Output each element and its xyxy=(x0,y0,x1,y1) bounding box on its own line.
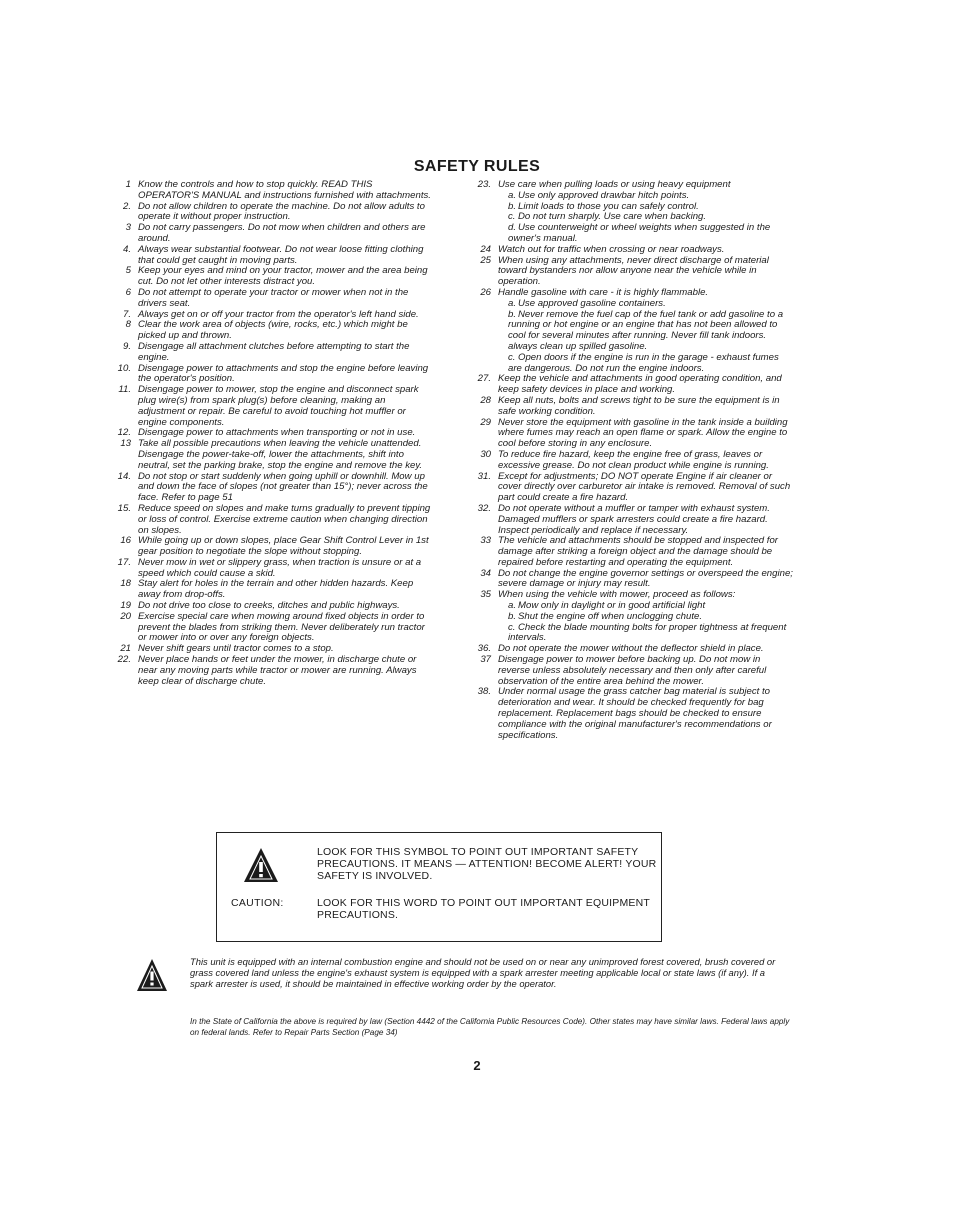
safety-symbol-box xyxy=(216,832,662,942)
subitem-text: Shut the engine off when unclogging chute. xyxy=(518,610,703,622)
rule-number: 14. xyxy=(117,470,131,482)
california-footnote: In the State of California the above is required by law (Section 4442 of the California Public Resources Code). Other states may have similar laws. Federal laws apply on federal lands. Refer to Repair Parts Section (Page 34) xyxy=(190,1017,790,1037)
rule-text: Handle gasoline with care - it is highly flammable. xyxy=(498,286,709,298)
subitem-letter: c. xyxy=(508,211,516,223)
rule-text: Know the controls and how to stop quickly. READ THIS OPERATOR'S MANUAL and instructions furnished with attachments. xyxy=(138,179,431,201)
safety-rule-item xyxy=(476,418,794,450)
rule-text: To reduce fire hazard, keep the engine free of grass, leaves or excessive grease. Do not clean product while engine is running. xyxy=(498,448,769,471)
rule-number: 4. xyxy=(122,243,131,255)
rule-text: Clear the work area of objects (wire, rocks, etc.) which might be picked up and thrown. xyxy=(138,319,408,342)
rule-number: 24 xyxy=(480,243,491,255)
safety-rule-item xyxy=(116,385,434,428)
rule-number: 36. xyxy=(477,643,491,655)
rule-text: Do not change the engine governor settings or overspeed the engine; severe damage or injury may result. xyxy=(498,567,793,590)
rule-number: 12. xyxy=(117,427,131,439)
rule-number: 8 xyxy=(125,319,131,331)
subitem-text: Use counterweight or wheel weights when suggested in the owner's manual. xyxy=(508,222,771,244)
rule-text: Keep your eyes and mind on your tractor, mower and the area being cut. Do not let other interests distract you. xyxy=(138,265,428,288)
rule-number: 2. xyxy=(122,200,131,212)
rule-number: 3 xyxy=(125,222,131,234)
rule-number: 22. xyxy=(117,654,131,666)
safety-rule-item xyxy=(116,320,434,342)
subitem-text: Mow only in daylight or in good artificial light xyxy=(518,600,706,612)
safety-rule-item xyxy=(116,558,434,580)
rule-text: When using any attachments, never direct discharge of material toward bystanders nor allow anyone near the vehicle while in operation. xyxy=(498,254,769,288)
rule-number: 28 xyxy=(480,394,491,406)
rule-number: 10. xyxy=(117,362,131,374)
safety-rule-item xyxy=(116,364,434,386)
subitem-letter: c. xyxy=(508,351,516,363)
rule-text: Never mow in wet or slippery grass, when traction is unsure or at a speed which could cause a skid. xyxy=(138,556,422,579)
rule-number: 35 xyxy=(480,589,491,601)
rule-subitem xyxy=(476,310,794,353)
rule-number: 38. xyxy=(477,686,491,698)
rule-text: Do not allow children to operate the machine. Do not allow adults to operate it without proper instruction. xyxy=(138,200,425,223)
safety-rule-item xyxy=(476,569,794,591)
safety-rule-item xyxy=(116,655,434,687)
rule-text: Do not drive too close to creeks, ditches and public highways. xyxy=(138,600,400,612)
rule-text: Always wear substantial footwear. Do not wear loose fitting clothing that could get caught in moving parts. xyxy=(138,243,424,266)
safety-rule-item xyxy=(116,536,434,558)
rule-number: 11. xyxy=(118,384,131,396)
rule-text: Never store the equipment with gasoline in the tank inside a building where fumes may reach an open flame or spark. Allow the engine to cool before storing in any enclosure. xyxy=(498,416,788,450)
subitem-text: Use approved gasoline containers. xyxy=(518,297,666,309)
rule-number: 26 xyxy=(480,286,491,298)
rule-text: Do not carry passengers. Do not mow when children and others are around. xyxy=(138,222,426,244)
rule-subitem xyxy=(476,623,794,645)
rule-number: 29 xyxy=(480,416,491,428)
safety-rule-item xyxy=(476,180,794,245)
rule-number: 32. xyxy=(477,502,491,514)
rule-text: Keep the vehicle and attachments in good operating condition, and keep safety devices in place and working. xyxy=(498,373,782,396)
warning-triangle-icon xyxy=(243,847,279,883)
safety-rule-item xyxy=(116,180,434,202)
rule-text: Use care when pulling loads or using heavy equipment xyxy=(498,179,731,190)
safety-rule-item xyxy=(476,590,794,644)
subitem-letter: a. xyxy=(508,600,517,612)
caution-label: CAUTION: xyxy=(231,897,284,909)
safety-rule-item xyxy=(476,536,794,568)
subitem-text: Check the blade mounting bolts for proper tightness at frequent intervals. xyxy=(508,621,787,644)
safety-rule-item xyxy=(116,288,434,310)
caution-explanation: LOOK FOR THIS WORD TO POINT OUT IMPORTANT EQUIPMENT PRECAUTIONS. xyxy=(317,897,650,921)
rule-number: 15. xyxy=(117,502,131,514)
rule-text: Stay alert for holes in the terrain and other hidden hazards. Keep away from drop-offs. xyxy=(138,578,414,601)
page-title: SAFETY RULES xyxy=(413,158,541,175)
subitem-letter: b. xyxy=(508,200,517,212)
rule-number: 1 xyxy=(125,179,131,190)
rule-text: Watch out for traffic when crossing or near roadways. xyxy=(498,243,725,255)
rule-number: 18 xyxy=(120,578,131,590)
rule-text: When using the vehicle with mower, proceed as follows: xyxy=(498,589,736,601)
rule-number: 20 xyxy=(120,610,131,622)
rule-text: Never shift gears until tractor comes to a stop. xyxy=(138,643,334,655)
safety-rule-item xyxy=(116,266,434,288)
rule-text: Do not stop or start suddenly when going uphill or downhill. Mow up and down the face of slopes (not greater than 15°); never across the face. Refer to page 51 xyxy=(138,470,428,504)
rule-number: 17. xyxy=(117,556,131,568)
safety-rule-item xyxy=(476,396,794,418)
safety-rule-item xyxy=(116,223,434,245)
safety-rule-item xyxy=(476,504,794,536)
rule-number: 34 xyxy=(480,567,491,579)
safety-rule-item xyxy=(116,245,434,267)
safety-rule-item xyxy=(476,256,794,288)
rule-text: Never place hands or feet under the mower, in discharge chute or near any moving parts while tractor or mower are running. Always keep clear of discharge chute. xyxy=(138,654,417,687)
safety-rule-item xyxy=(116,504,434,536)
rule-subitem xyxy=(476,353,794,375)
rule-number: 31. xyxy=(477,470,491,482)
rule-number: 13 xyxy=(120,438,131,450)
rule-text: Disengage power to mower, stop the engine and disconnect spark plug wire(s) from spark plug(s) before cleaning, making an adjustment or repair. Be careful to avoid touching hot muffler or engine components. xyxy=(138,384,419,428)
rule-text: Under normal usage the grass catcher bag material is subject to deterioration and wear. It should be checked frequently for bag replacement. Replacement bags should be checked to ensure compliance with the original manufacturer's recommendations or specifications. xyxy=(498,686,772,741)
safety-rule-item xyxy=(116,342,434,364)
rule-text: Except for adjustments; DO NOT operate Engine if air cleaner or cover directly over carburetor air intake is removed. Removal of such part could create a fire hazard. xyxy=(498,470,791,504)
safety-rule-item xyxy=(476,687,794,741)
subitem-letter: c. xyxy=(508,621,516,633)
rule-number: 33 xyxy=(480,535,491,547)
rule-text: Keep all nuts, bolts and screws tight to be sure the equipment is in safe working condition. xyxy=(498,394,780,417)
rule-text: Disengage power to attachments and stop the engine before leaving the operator's position. xyxy=(138,362,429,385)
rule-text: Exercise special care when mowing around fixed objects in order to prevent the blades from striking them. Never deliberately run tractor or mower into or over any foreign objects. xyxy=(138,610,425,644)
rule-text: Do not operate without a muffler or tamper with exhaust system. Damaged mufflers or spark arresters could create a fire hazard. Inspect periodically and replace if necessary. xyxy=(498,502,770,536)
safety-rule-item xyxy=(116,579,434,601)
safety-rule-item xyxy=(476,374,794,396)
rule-text: Always get on or off your tractor from the operator's left hand side. xyxy=(138,308,419,320)
rule-number: 25 xyxy=(480,254,491,266)
subitem-letter: b. xyxy=(508,308,517,320)
subitem-text: Open doors if the engine is run in the garage - exhaust fumes are dangerous. Do not run the engine indoors. xyxy=(508,351,779,374)
safety-rule-item xyxy=(116,612,434,644)
subitem-text: Limit loads to those you can safely control. xyxy=(518,200,699,212)
subitem-text: Never remove the fuel cap of the fuel tank or add gasoline to a running or hot engine or an engine that has not been allowed to cool for several minutes after running. Never fill tank indoors. always clean up spilled gasoline. xyxy=(508,308,784,352)
subitem-letter: a. xyxy=(508,189,517,201)
rule-text: Disengage all attachment clutches before attempting to start the engine. xyxy=(138,340,410,363)
rule-number: 16 xyxy=(120,535,131,547)
safety-rule-item xyxy=(476,655,794,687)
page-number: 2 xyxy=(473,1058,481,1073)
safety-symbol-explanation: LOOK FOR THIS SYMBOL TO POINT OUT IMPORTANT SAFETY PRECAUTIONS. IT MEANS — ATTENTION! BECOME ALERT! YOUR SAFETY IS INVOLVED. xyxy=(317,846,657,882)
warning-triangle-icon xyxy=(136,958,168,992)
safety-rule-item xyxy=(476,288,794,374)
rule-number: 19 xyxy=(120,600,131,612)
rule-text: Take all possible precautions when leaving the vehicle unattended. Disengage the power-take-off, lower the attachments, shift into neutral, set the parking brake, stop the engine and remove the key. xyxy=(138,438,423,471)
rule-text: Do not attempt to operate your tractor or mower when not in the drivers seat. xyxy=(138,286,409,309)
safety-rule-item xyxy=(116,439,434,471)
rule-text: Disengage power to mower before backing up. Do not mow in reverse unless absolutely necessary and then only after careful observation of the entire area behind the mower. xyxy=(498,654,767,687)
subitem-text: Use only approved drawbar hitch points. xyxy=(518,189,690,201)
rule-number: 37 xyxy=(480,654,491,666)
rule-text: Disengage power to attachments when transporting or not in use. xyxy=(138,427,416,439)
subitem-letter: d. xyxy=(508,222,517,234)
rule-number: 30 xyxy=(480,448,491,460)
spark-arrester-notice: This unit is equipped with an internal combustion engine and should not be used on or near any unimproved forest covered, brush covered or grass covered land unless the engine's exhaust system is equipped with a spark arrester meeting applicable local or state laws (if any). If a spark arrester is used, it should be maintained in effective working order by the operator. xyxy=(190,956,776,989)
safety-rule-item xyxy=(116,202,434,224)
rule-number: 9. xyxy=(122,340,131,352)
rule-text: Do not operate the mower without the deflector shield in place. xyxy=(498,643,764,655)
rule-subitem xyxy=(476,223,794,245)
rule-number: 7. xyxy=(122,308,131,320)
rule-text: Reduce speed on slopes and make turns gradually to prevent tipping or loss of control. Exercise extreme caution when changing direction on slopes. xyxy=(138,502,431,536)
rule-text: The vehicle and attachments should be stopped and inspected for damage after striking a foreign object and the damage should be repaired before restarting and operating the equipment. xyxy=(498,535,779,568)
safety-rule-item xyxy=(476,450,794,472)
safety-rule-item xyxy=(476,245,794,256)
subitem-text: Do not turn sharply. Use care when backing. xyxy=(518,211,707,223)
rule-number: 23. xyxy=(477,179,491,190)
rule-number: 6 xyxy=(125,286,131,298)
rules-column-left xyxy=(116,180,434,687)
subitem-letter: b. xyxy=(508,610,517,622)
rules-column-right xyxy=(476,180,794,741)
rule-text: While going up or down slopes, place Gear Shift Control Lever in 1st gear position to negotiate the slope without stopping. xyxy=(138,535,429,558)
subitem-letter: a. xyxy=(508,297,517,309)
rule-number: 21 xyxy=(120,643,131,655)
safety-rule-item xyxy=(116,472,434,504)
safety-rule-item xyxy=(476,472,794,504)
rule-number: 27. xyxy=(477,373,491,385)
rule-number: 5 xyxy=(125,265,131,277)
